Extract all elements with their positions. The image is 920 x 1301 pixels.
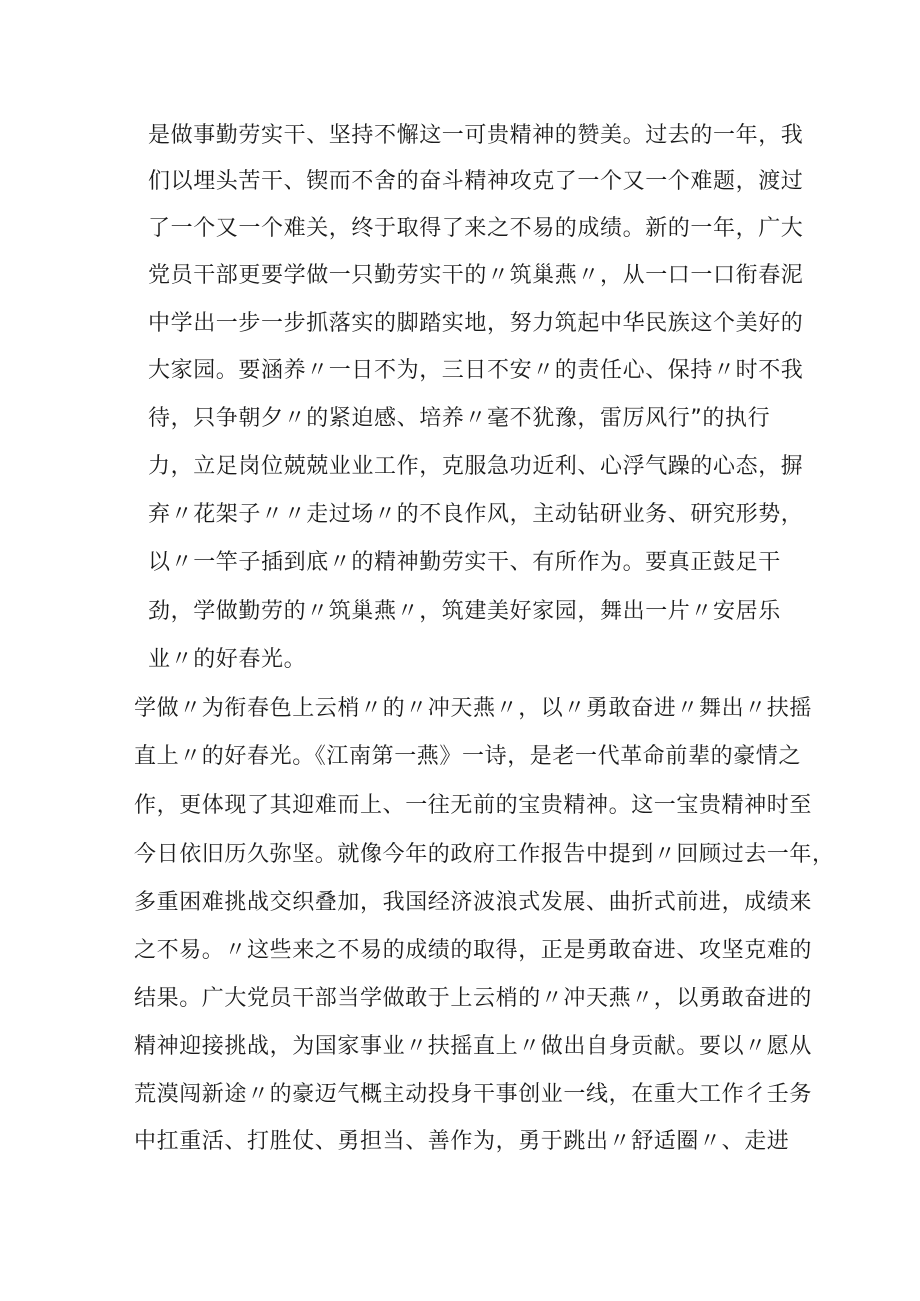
text-line: 精神迎接挑战，为国家事业〃扶摇直上〃做出自身贡献。要以〃愿从: [134, 1034, 813, 1059]
text-line: 弃〃花架子〃〃走过场〃的不良作风，主动钻研业务、研究形势，: [148, 502, 804, 527]
text-line: 力，立足岗位兢兢业业工作，克服急功近利、心浮气躁的心态，摒: [148, 454, 804, 479]
text-line: 学做〃为衔春色上云梢〃的〃冲天燕〃，以〃勇敢奋进〃舞出〃扶摇: [134, 696, 813, 721]
text-line: 待，只争朝夕〃的紧迫感、培养〃毫不犹豫，雷厉风行”的执行: [148, 406, 771, 431]
text-line: 荒漠闯新途〃的豪迈气概主动投身干事创业一线，在重大工作彳壬务: [134, 1082, 813, 1107]
text-line: 党员干部更要学做一只勤劳实干的〃筑巢燕〃，从一口一口衔春泥: [148, 263, 804, 288]
text-line: 们以埋头苦干、锲而不舍的奋斗精神攻克了一个又一个难题，渡过: [148, 169, 804, 194]
text-line: 今日依旧历久弥坚。就像今年的政府工作报告中提到〃回顾过去一年，: [134, 842, 835, 867]
text-line: 了一个又一个难关，终于取得了来之不易的成绩。新的一年，广大: [148, 216, 804, 241]
text-line: 中学出一步一步抓落实的脚踏实地，努力筑起中华民族这个美好的: [148, 311, 804, 336]
text-line: 业〃的好春光。: [148, 647, 307, 672]
text-line: 作，更体现了其迎难而上、一往无前的宝贵精神。这一宝贵精神时至: [134, 793, 813, 818]
text-line: 是做事勤劳实干、坚持不懈这一可贵精神的赞美。过去的一年，我: [148, 123, 804, 148]
text-line: 劲，学做勤劳的〃筑巢燕〃，筑建美好家园，舞出一片〃安居乐: [148, 599, 781, 624]
text-line: 大家园。要涵养〃一日不为，三日不安〃的责任心、保持〃时不我: [148, 358, 804, 383]
text-line: 多重困难挑战交织叠加，我国经济波浪式发展、曲折式前进，成绩来: [134, 890, 813, 915]
text-line: 以〃一竿子插到底〃的精神勤劳实干、有所作为。要真正鼓足干: [148, 550, 781, 575]
text-line: 之不易。〃这些来之不易的成绩的取得，正是勇敢奋进、攻坚克难的: [134, 938, 813, 963]
text-line: 直上〃的好春光。《江南第一燕》一诗，是老一代革命前辈的豪情之: [134, 744, 802, 769]
text-line: 结果。广大党员干部当学做敢于上云梢的〃冲天燕〃，以勇敢奋进的: [134, 986, 813, 1011]
text-line: 中扛重活、打胜仗、勇担当、善作为，勇于跳出〃舒适圈〃、走进: [134, 1129, 790, 1154]
